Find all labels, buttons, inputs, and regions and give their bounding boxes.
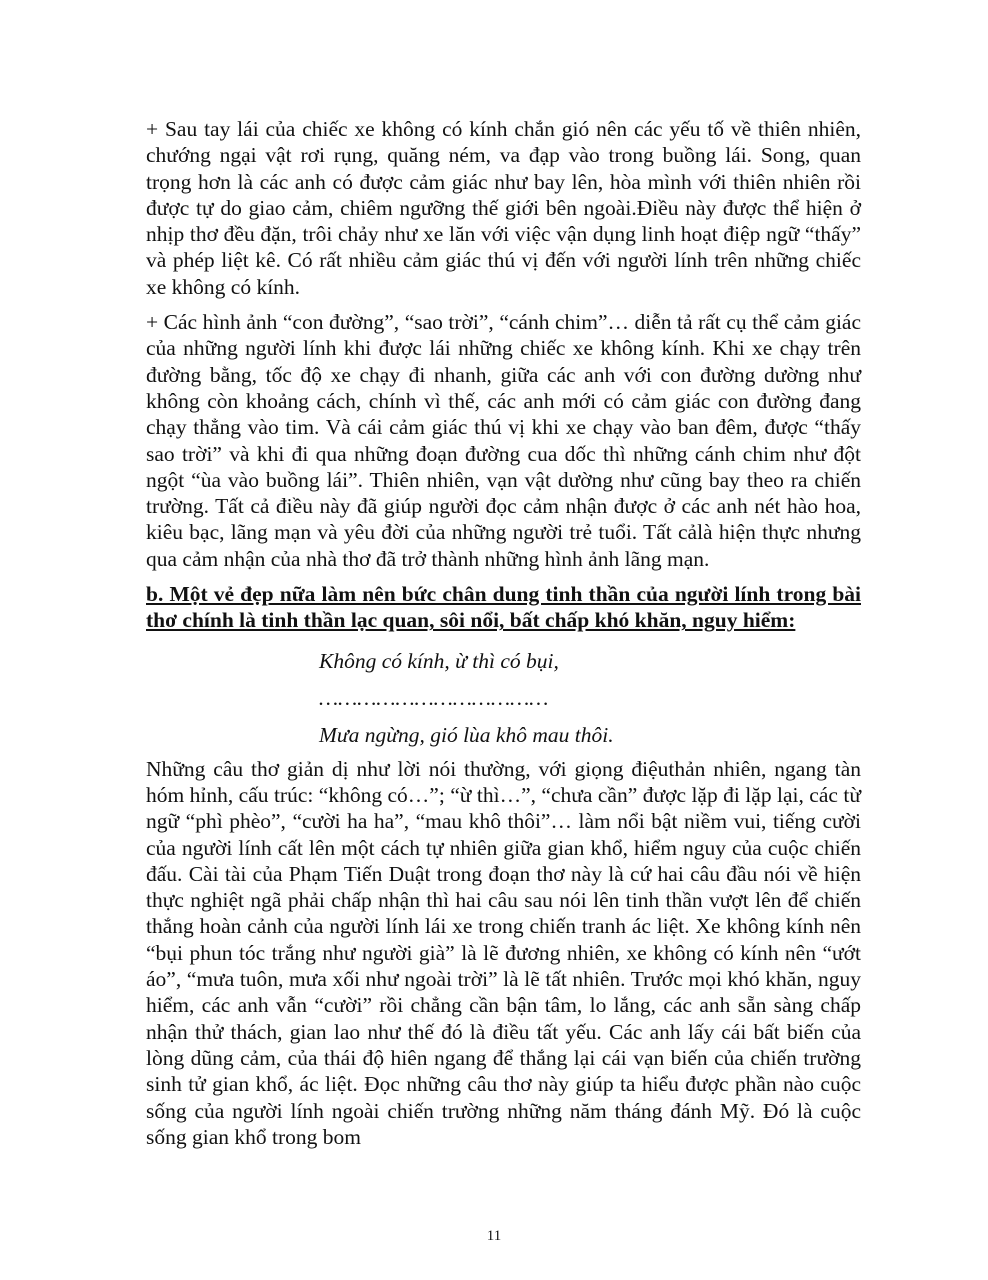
paragraph-nature-images: + Các hình ảnh “con đường”, “sao trời”, “cánh chim”… diễn tả rất cụ thể cảm giác của những người lính khi được lái những chiếc xe không kính. Khi xe chạy trên đường bằng, tốc độ xe chạy đi nhanh, giữa các anh với con đường dường như không còn khoảng cách, chính vì thế, các anh mới có cảm giác con đường đang chạy thẳng vào tim. Và cái cảm giác thú vị khi xe chạy vào ban đêm, được “thấy sao trời” và khi đi qua những đoạn đường cua dốc thì những cánh chim như đột ngột “ùa vào buồng lái”. Thiên nhiên, vạn vật dường như cũng bay theo ra chiến trường. Tất cả điều này đã giúp người đọc cảm nhận được ở các anh nét hào hoa, kiêu bạc, lãng mạn và yêu đời của những người trẻ tuổi. Tất cảlà hiện thực nhưng qua cảm nhận của nhà thơ đã trở thành những hình ảnh lãng mạn. <box>146 310 861 571</box>
section-heading-b: b. Một vẻ đẹp nữa làm nên bức chân dung tinh thần của người lính trong bài thơ chính là tinh thần lạc quan, sôi nổi, bất chấp khó khăn, nguy hiểm: <box>146 582 861 633</box>
poem-line-2: Mưa ngừng, gió lùa khô mau thôi. <box>319 722 614 747</box>
poem-line-1: Không có kính, ừ thì có bụi, <box>319 648 559 673</box>
poem-ellipsis-line: ……………………………… <box>319 685 549 710</box>
poem-excerpt <box>146 648 861 759</box>
paragraph-analysis: Những câu thơ giản dị như lời nói thường, với giọng điệuthản nhiên, ngang tàn hóm hỉnh, cấu trúc: “không có…”; “ừ thì…”, “chưa cần” được lặp đi lặp lại, các từ ngữ “phì phèo”, “cười ha ha”, “mau khô thôi”… làm nổi bật niềm vui, tiếng cười của người lính cất lên một cách tự nhiên giữa gian khổ, hiểm nguy của cuộc chiến đấu. Cài tài của Phạm Tiến Duật trong đoạn thơ này là cứ hai câu đầu nói về hiện thực nghiệt ngã phải chấp nhận thì hai câu sau nói lên tinh thần vượt lên để chiến thắng hoàn cảnh của người lính lái xe trong chiến tranh ác liệt. Xe không kính nên “bụi phun tóc trắng như người già” là lẽ đương nhiên, xe không có kính nên “ướt áo”, “mưa tuôn, mưa xối như ngoài trời” là lẽ tất nhiên. Trước mọi khó khăn, nguy hiểm, các anh vẫn “cười” rồi chẳng cần bận tâm, lo lắng, các anh sẵn sàng chấp nhận thử thách, gian lao như thế đó là điều tất yếu. Các anh lấy cái bất biến của lòng dũng cảm, của thái độ hiên ngang để thắng lại cái vạn biến của chiến trường sinh tử gian khổ, ác liệt. Đọc những câu thơ này giúp ta hiểu được phần nào cuộc sống của người lính ngoài chiến trường những năm tháng đánh Mỹ. Đó là cuộc sống gian khổ trong bom <box>146 756 861 1149</box>
page-number: 11 <box>486 1228 502 1244</box>
page-content <box>146 116 861 1150</box>
paragraph-driving-sensation: + Sau tay lái của chiếc xe không có kính chắn gió nên các yếu tố về thiên nhiên, chướng ngại vật rơi rụng, quăng ném, va đạp vào trong buồng lái. Song, quan trọng hơn là các anh có được cảm giác như bay lên, hòa mình với thiên nhiên rồi được tự do giao cảm, chiêm ngưỡng thế giới bên ngoài.Điều này được thể hiện ở nhịp thơ đều đặn, trôi chảy như xe lăn với việc vận dụng linh hoạt điệp ngữ “thấy” và phép liệt kê. Có rất nhiều cảm giác thú vị đến với người lính trên những chiếc xe không có kính. <box>146 117 861 299</box>
